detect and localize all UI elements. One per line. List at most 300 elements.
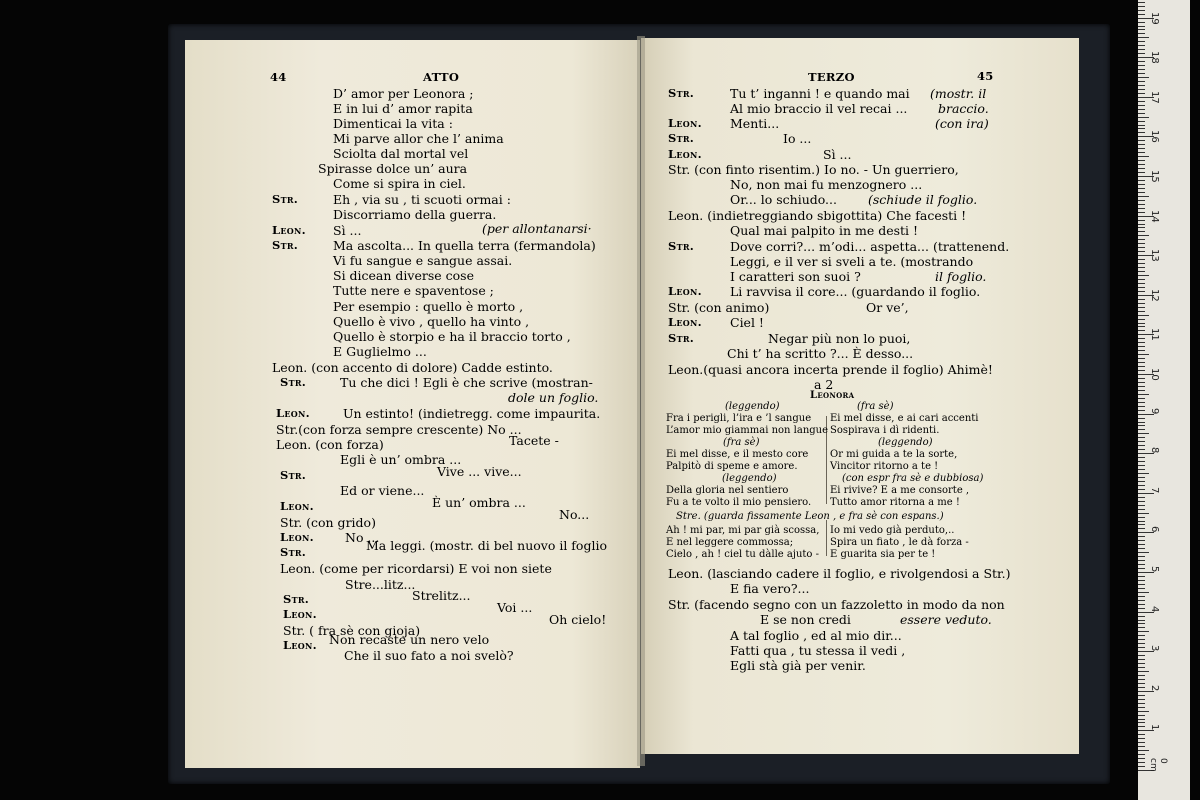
ruler-tick (1138, 659, 1145, 660)
ruler-tick (1138, 608, 1145, 609)
ruler-tick (1138, 616, 1145, 617)
right-page-line: A tal foglio , ed al mio dir... (730, 628, 902, 643)
ruler-tick (1138, 394, 1149, 395)
ruler-number: 16 (1149, 130, 1160, 144)
ruler-tick (1138, 524, 1145, 525)
ruler-tick (1138, 556, 1145, 557)
ruler-tick (1138, 631, 1149, 632)
ruler-tick (1138, 196, 1149, 197)
ruler-unit-label: 0 cm (1148, 758, 1168, 772)
right-page-line: Leon. (lasciando cadere il foglio, e rivolgendosi a Str.) (668, 566, 1011, 581)
ruler-tick (1138, 144, 1145, 145)
right-page-line: (con espr fra sè e dubbiosa) (842, 473, 984, 484)
ruler-tick (1138, 711, 1149, 712)
left-page-line: Oh cielo! (549, 612, 607, 627)
ruler-tick (1138, 461, 1145, 462)
ruler-tick (1138, 113, 1145, 114)
ruler-tick (1138, 762, 1145, 763)
right-page-line: Chi t’ ha scritto ?... È desso... (727, 346, 914, 361)
ruler-tick (1138, 437, 1145, 438)
ruler-tick (1138, 61, 1145, 62)
right-page-line: (mostr. il (930, 86, 987, 101)
left-page-line: Leon. (come per ricordarsi) E voi non siete (280, 561, 552, 576)
ruler-tick (1138, 65, 1145, 66)
ruler-tick (1138, 687, 1145, 688)
ruler-number: 6 (1149, 526, 1160, 533)
left-page-line: Quello è vivo , quello ha vinto , (333, 314, 530, 329)
ruler-number: 15 (1149, 170, 1160, 183)
ruler-tick (1138, 592, 1149, 593)
ruler-tick (1138, 429, 1145, 430)
ruler-tick (1138, 152, 1145, 153)
ruler-tick (1138, 730, 1154, 731)
left-page-line: Str. (283, 592, 310, 606)
ruler-tick (1138, 172, 1145, 173)
ruler-tick (1138, 540, 1145, 541)
ruler-tick (1138, 457, 1145, 458)
ruler-tick (1138, 406, 1145, 407)
left-page-line: 44 (270, 70, 287, 84)
right-page-line: (leggendo) (722, 473, 777, 484)
right-page-line: Sospirava i dì ridenti. (830, 425, 940, 436)
left-page-line: Leon. (272, 223, 306, 237)
left-page-line: Come si spira in ciel. (333, 176, 466, 191)
ruler-tick (1138, 168, 1145, 169)
ruler-tick (1138, 532, 1154, 533)
ruler-tick (1138, 239, 1145, 240)
ruler-tick (1138, 156, 1149, 157)
ruler-tick (1138, 208, 1145, 209)
right-page-line: Vincitor ritorno a te ! (830, 461, 939, 472)
left-page-line: E Guglielmo ... (333, 344, 427, 359)
ruler-tick (1138, 501, 1145, 502)
right-page-line: Palpitò di speme e amore. (666, 461, 798, 472)
left-page-line: Un estinto! (indietregg. come impaurita. (343, 406, 601, 421)
left-page-line: Voi ... (497, 600, 533, 615)
right-page-line: Str. (con finto risentim.) Io no. - Un guerriero, (668, 162, 959, 177)
right-page-line: braccio. (938, 101, 989, 116)
ruler-number: 17 (1149, 90, 1160, 104)
left-page-line: Str. (280, 375, 307, 389)
ruler-tick (1138, 81, 1145, 82)
ruler-number: 5 (1149, 566, 1160, 573)
ruler-tick (1138, 224, 1145, 225)
right-page-line: (fra sè) (723, 437, 760, 448)
ruler-number: 3 (1149, 645, 1160, 652)
ruler-tick (1138, 326, 1145, 327)
ruler-tick (1138, 29, 1145, 30)
left-page-line: Ma ascolta... In quella terra (fermandola) (333, 238, 596, 253)
ruler-tick (1138, 267, 1145, 268)
left-page-line: Ma leggi. (mostr. di bel nuovo il foglio (366, 538, 607, 553)
left-page-line: ATTO (423, 70, 460, 84)
left-page-line: Per esempio : quello è morto , (333, 299, 524, 314)
ruler-tick (1138, 319, 1145, 320)
ruler-tick (1138, 410, 1145, 411)
left-page-line: Str. ( fra sè con gioja) (283, 623, 421, 638)
right-page-line: (fra sè) (857, 401, 894, 412)
ruler-tick (1138, 544, 1145, 545)
left-page-line: Leon. (con forza) (276, 437, 384, 452)
ruler-tick (1138, 738, 1145, 739)
left-page-line: Str. (con grido) (280, 515, 376, 530)
left-page-line: Leon. (283, 607, 317, 621)
ruler-tick (1138, 521, 1145, 522)
ruler-tick (1138, 354, 1149, 355)
left-page-line: Strelitz... (412, 588, 471, 603)
ruler-tick (1138, 600, 1145, 601)
left-page-line: Leon. (con accento di dolore) Cadde estinto. (272, 360, 553, 375)
right-page-line: (leggendo) (878, 437, 933, 448)
ruler-tick (1138, 188, 1145, 189)
ruler-tick (1138, 101, 1145, 102)
ruler-tick (1138, 247, 1145, 248)
ruler-tick (1138, 89, 1145, 90)
ruler-tick (1138, 350, 1145, 351)
left-page-line: Non recaste un nero velo (329, 632, 490, 647)
ruler-tick (1138, 307, 1145, 308)
ruler-tick (1138, 667, 1145, 668)
right-page-line: Fatti qua , tu stessa il vedi , (730, 643, 906, 658)
right-page-line: essere veduto. (900, 612, 992, 627)
right-page-line: Stre. (guarda fissamente Leon , e fra sè con espans.) (676, 511, 944, 522)
right-page-line: Tutto amor ritorna a me ! (830, 497, 960, 508)
ruler-number: 12 (1149, 288, 1160, 302)
book-gutter (637, 36, 645, 766)
ruler-tick (1138, 485, 1145, 486)
left-page-line: Leon. (280, 499, 314, 513)
ruler-tick (1138, 220, 1145, 221)
right-page-line: Leonora (810, 390, 855, 401)
right-page-line: Fra i perigli, l’ira e ’l sangue (666, 413, 812, 424)
ruler-tick (1138, 707, 1145, 708)
right-page-line: Cielo , ah ! ciel tu dàlle ajuto - (666, 549, 819, 560)
ruler-number: 4 (1149, 605, 1160, 612)
right-page-line: Della gloria nel sentiero (666, 485, 789, 496)
left-page-line: Leon. (280, 530, 314, 544)
ruler-tick (1138, 552, 1149, 553)
ruler-number: 18 (1149, 51, 1160, 64)
right-page-line: Ei rivive? E a me consorte , (830, 485, 970, 496)
ruler-tick (1138, 2, 1145, 3)
ruler-tick (1138, 251, 1145, 252)
right-page-line: L’amor mio giammai non langue (666, 425, 829, 436)
left-page-line: D’ amor per Leonora ; (333, 86, 474, 101)
ruler-tick (1138, 719, 1145, 720)
ruler-tick (1138, 505, 1145, 506)
right-page-line: Al mio braccio il vel recai ... (730, 101, 908, 116)
ruler-tick (1138, 560, 1145, 561)
ruler-tick (1138, 53, 1145, 54)
ruler-tick (1138, 635, 1145, 636)
left-page-line: (per allontanarsi· (482, 221, 592, 236)
ruler-tick (1138, 604, 1145, 605)
left-page-line: Leon. (276, 406, 310, 420)
left-page-line: Dimenticai la vita : (333, 116, 453, 131)
ruler-tick (1138, 568, 1145, 569)
left-page-line: Mi parve allor che l’ anima (333, 131, 504, 146)
right-page-line: Sì ... (823, 147, 852, 162)
left-page-line: E in lui d’ amor rapita (333, 101, 473, 116)
ruler-tick (1138, 425, 1145, 426)
ruler-tick (1138, 489, 1145, 490)
ruler-tick (1138, 580, 1145, 581)
right-page-line: Leggi, e il ver si sveli a te. (mostrando (730, 254, 974, 269)
ruler-tick (1138, 398, 1145, 399)
ruler-tick (1138, 279, 1145, 280)
ruler-tick (1138, 33, 1145, 34)
right-page-line: Negar più non lo puoi, (768, 331, 911, 346)
right-page-line: Ah ! mi par, mi par già scossa, (666, 525, 820, 536)
ruler-number: 19 (1149, 11, 1160, 25)
left-page-line: Vi fu sangue e sangue assai. (333, 253, 513, 268)
right-page-line: Ciel ! (730, 315, 764, 330)
ruler-tick (1138, 271, 1145, 272)
ruler-tick (1138, 390, 1145, 391)
ruler-tick (1138, 164, 1145, 165)
ruler-tick (1138, 263, 1145, 264)
ruler-tick (1138, 275, 1149, 276)
ruler-tick (1138, 564, 1145, 565)
right-page-line: TERZO (808, 70, 855, 84)
left-page-line: No... (559, 507, 590, 522)
ruler-tick (1138, 766, 1145, 767)
ruler-tick (1138, 386, 1145, 387)
ruler-tick (1138, 358, 1145, 359)
right-page-line: Io ... (783, 131, 812, 146)
left-page-line: Str. (272, 238, 299, 252)
ruler-tick (1138, 576, 1145, 577)
left-page-line: Ed or viene... (340, 483, 425, 498)
ruler-tick (1138, 639, 1145, 640)
left-page-line: Discorriamo della guerra. (333, 207, 497, 222)
ruler-tick (1138, 212, 1145, 213)
right-page-line: Leon. (668, 147, 702, 161)
left-page-line: È un’ ombra ... (432, 495, 526, 510)
ruler-number: 13 (1149, 249, 1160, 262)
ruler-tick (1138, 465, 1145, 466)
ruler-tick (1138, 77, 1149, 78)
right-page-line: Str. (668, 331, 695, 345)
left-page-line: Tu che dici ! Egli è che scrive (mostran- (340, 375, 593, 390)
right-page-line: Egli stà già per venir. (730, 658, 866, 673)
ruler-tick (1138, 734, 1145, 735)
ruler-tick (1138, 433, 1149, 434)
right-page-line: E nel leggere commossa; (666, 537, 794, 548)
ruler-tick (1138, 473, 1149, 474)
ruler-tick (1138, 548, 1145, 549)
ruler-number: 10 (1149, 368, 1160, 381)
left-page-line: Sciolta dal mortal vel (333, 146, 469, 161)
ruler-tick (1138, 22, 1145, 23)
ruler-tick (1138, 726, 1145, 727)
right-page-line: Str. (668, 86, 695, 100)
ruler-tick (1138, 200, 1145, 201)
measuring-ruler (1138, 0, 1190, 800)
ruler-tick (1138, 180, 1145, 181)
right-page-line: I caratteri son suoi ? (730, 269, 861, 284)
ruler-tick (1138, 287, 1145, 288)
ruler-tick (1138, 422, 1145, 423)
ruler-tick (1138, 148, 1145, 149)
ruler-tick (1138, 338, 1145, 339)
ruler-tick (1138, 655, 1145, 656)
ruler-tick (1138, 620, 1145, 621)
ruler-number: 14 (1149, 209, 1160, 223)
ruler-tick (1138, 291, 1145, 292)
ruler-tick (1138, 445, 1145, 446)
left-page-line: Quello è storpio e ha il braccio torto , (333, 329, 571, 344)
right-page-line: a 2 (814, 377, 834, 392)
ruler-tick (1138, 85, 1145, 86)
ruler-tick (1138, 342, 1145, 343)
ruler-tick (1138, 346, 1145, 347)
ruler-tick (1138, 663, 1145, 664)
ruler-tick (1138, 10, 1145, 11)
left-page-line: Sì ... (333, 223, 362, 238)
left-page-line: Leon. (283, 638, 317, 652)
right-page-line: Str. (con animo) (668, 300, 770, 315)
ruler-tick (1138, 647, 1145, 648)
left-page-line: Spirasse dolce un’ aura (318, 161, 468, 176)
ruler-tick (1138, 596, 1145, 597)
ruler-tick (1138, 235, 1149, 236)
right-page-line: Ei mel disse, e il mesto core (666, 449, 809, 460)
right-page-line: E se non credi (760, 612, 851, 627)
ruler-tick (1138, 536, 1145, 537)
right-page-line: Str. (668, 239, 695, 253)
left-page-line: dole un foglio. (508, 390, 599, 405)
column-separator (826, 520, 827, 556)
ruler-number: 9 (1149, 407, 1160, 414)
right-page-line: Spira un fiato , le dà forza - (830, 537, 969, 548)
ruler-tick (1138, 69, 1145, 70)
right-page-line: Menti... (730, 116, 780, 131)
ruler-tick (1138, 378, 1145, 379)
right-page-line: Leon. (668, 284, 702, 298)
ruler-tick (1138, 93, 1145, 94)
right-page-line: (con ira) (935, 116, 989, 131)
ruler-tick (1138, 469, 1145, 470)
ruler-number: 2 (1149, 684, 1160, 692)
right-page-line: Li ravvisa il core... (guardando il foglio. (730, 284, 981, 299)
ruler-tick (1138, 259, 1145, 260)
ruler-tick (1138, 330, 1145, 331)
left-page-line: Si dicean diverse cose (333, 268, 474, 283)
left-page-line: Eh , via su , ti scuoti ormai : (333, 192, 511, 207)
ruler-tick (1138, 73, 1145, 74)
right-page-line: E fia vero?... (730, 581, 810, 596)
left-page-line: Egli è un’ ombra ... (340, 452, 462, 467)
right-page-line: (leggendo) (725, 401, 780, 412)
ruler-tick (1138, 382, 1145, 383)
ruler-tick (1138, 132, 1145, 133)
right-page-line: 45 (977, 69, 994, 83)
ruler-tick (1138, 311, 1145, 312)
ruler-tick (1138, 477, 1145, 478)
ruler-tick (1138, 746, 1145, 747)
ruler-tick (1138, 675, 1145, 676)
ruler-tick (1138, 627, 1145, 628)
ruler-tick (1138, 402, 1145, 403)
right-page-line: Str. (668, 131, 695, 145)
ruler-tick (1138, 758, 1145, 759)
left-page-line: Str. (280, 468, 307, 482)
ruler-number: 7 (1149, 486, 1160, 494)
ruler-tick (1138, 41, 1145, 42)
ruler-tick (1138, 513, 1149, 514)
left-page-line: Str. (272, 192, 299, 206)
left-page-line: Tacete - (509, 433, 559, 448)
ruler-tick (1138, 449, 1145, 450)
ruler-tick (1138, 204, 1145, 205)
ruler-tick (1138, 517, 1145, 518)
ruler-tick (1138, 683, 1145, 684)
ruler-tick (1138, 742, 1145, 743)
ruler-tick (1138, 679, 1145, 680)
ruler-tick (1138, 418, 1145, 419)
left-page-line: No ... (345, 530, 380, 545)
ruler-tick (1138, 6, 1145, 7)
ruler-tick (1138, 623, 1145, 624)
ruler-tick (1138, 49, 1145, 50)
ruler-tick (1138, 243, 1145, 244)
right-page-line: E guarita sia per te ! (830, 549, 936, 560)
right-page-line: Leon. (indietreggiando sbigottita) Che facesti ! (668, 208, 967, 223)
ruler-tick (1138, 160, 1145, 161)
ruler-tick (1138, 362, 1145, 363)
right-page-line: Qual mai palpito in me desti ! (730, 223, 919, 238)
right-page-line: Leon. (668, 116, 702, 130)
ruler-tick (1138, 26, 1145, 27)
ruler-tick (1138, 643, 1145, 644)
ruler-tick (1138, 14, 1145, 15)
right-page-line: Str. (facendo segno con un fazzoletto in modo da non (668, 597, 1005, 612)
ruler-tick (1138, 315, 1149, 316)
left-page-line: Str.(con forza sempre crescente) No ... (276, 422, 522, 437)
ruler-tick (1138, 303, 1145, 304)
ruler-tick (1138, 584, 1145, 585)
ruler-tick (1138, 109, 1145, 110)
ruler-tick (1138, 750, 1149, 751)
right-page-line: Tu t’ inganni ! e quando mai (730, 86, 910, 101)
right-page-line: Io mi vedo già perduto,.. (830, 525, 955, 536)
ruler-tick (1138, 509, 1145, 510)
ruler-tick (1138, 125, 1145, 126)
left-page-line: Stre...litz... (345, 577, 416, 592)
ruler-tick (1138, 299, 1145, 300)
ruler-tick (1138, 121, 1145, 122)
ruler-tick (1138, 528, 1145, 529)
ruler-tick (1138, 754, 1145, 755)
left-page-line: Str. (280, 545, 307, 559)
ruler-tick (1138, 283, 1145, 284)
right-page-line: Or mi guida a te la sorte, (830, 449, 958, 460)
ruler-tick (1138, 370, 1145, 371)
ruler-number: 8 (1149, 447, 1160, 454)
ruler-tick (1138, 366, 1145, 367)
ruler-tick (1138, 497, 1145, 498)
ruler-tick (1138, 45, 1145, 46)
right-page-line: Leon.(quasi ancora incerta prende il foglio) Ahimè! (668, 362, 993, 377)
ruler-tick (1138, 441, 1145, 442)
ruler-tick (1138, 140, 1145, 141)
ruler-tick (1138, 699, 1145, 700)
ruler-tick (1138, 192, 1145, 193)
ruler-tick (1138, 184, 1145, 185)
ruler-tick (1138, 105, 1145, 106)
left-page-line: Che il suo fato a noi svelò? (344, 648, 514, 663)
